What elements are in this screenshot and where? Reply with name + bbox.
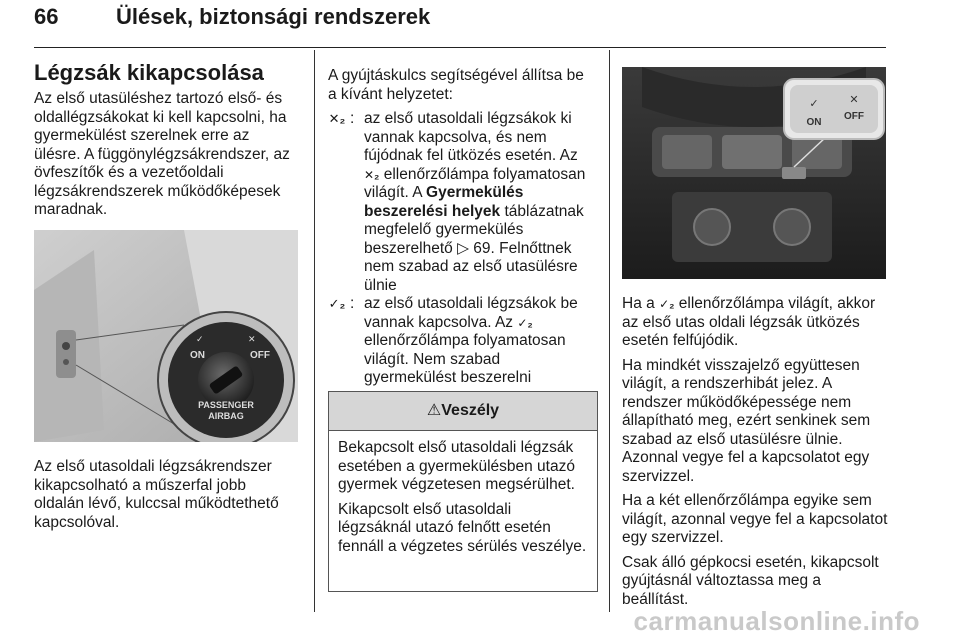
section-heading: Légzsák kikapcsolása [34, 60, 264, 85]
airbag-on-icon: ✓₂ [659, 297, 675, 311]
svg-text:✕: ✕ [248, 334, 256, 344]
passenger-label: PASSENGER [198, 400, 254, 410]
left-caption [34, 458, 300, 538]
page-reference: ▷ 69. Felnőttnek nem szabad az első utasülésre ülnie [364, 239, 578, 294]
page-number: 66 [34, 4, 59, 29]
switch-off-label: OFF [250, 350, 270, 361]
warning-icon: ⚠ [426, 402, 442, 419]
right-paragraph-4: Csak álló gépkocsi esetén, kikapcsolt gyújtásnál változtassa meg a beállítást. [622, 553, 879, 608]
svg-text:✓: ✓ [809, 98, 819, 110]
airbag-off-icon: ✕₂ [364, 167, 380, 182]
danger-title: Veszély [441, 402, 500, 419]
intro-paragraph: Az első utasüléshez tartozó első- és oldallégzsákokat ki kell kapcsolni, ha gyermekülést szerelnek erre az ülésre. A függönylégzsákrendszer, az övfeszítők és a vezetőoldali légzsákrendszerek működőképesek maradnak. [34, 90, 290, 218]
airbag-on-icon: ✓₂ [328, 296, 346, 311]
airbag-label: AIRBAG [208, 411, 244, 421]
image-caption: Az első utasoldali légzsákrendszer kikapcsolható a műszerfal jobb oldalán lévő, kulccsal működtethető kapcsolóval. [34, 458, 279, 531]
indicator-off-label: OFF [844, 111, 864, 122]
danger-paragraph-2: Kikapcsolt első utasoldali légzsáknál utazó felnőtt esetén fennáll a végzetes sérülés veszélye. [338, 500, 587, 555]
danger-box [328, 391, 598, 592]
list-item-airbag-off: ✕₂ : az első utasoldali légzsákok ki vannak kapcsolva, és nem fújódnak fel ütközés esetén. Az ✕₂ ellenőrzőlámpa folyamatosan világít. A Gyermekülés beszerelési helyek táblázatnak megfelelő gyermekülés beszerelhető ▷ 69. Felnőttnek nem szabad az első utasülésre ülnie [328, 110, 586, 294]
watermark: carmanualsonline.info [633, 606, 920, 636]
right-column [622, 295, 888, 615]
danger-paragraph-1: Bekapcsolt első utasoldali légzsák esetében a gyermekülésben utazó gyermek végzetesen megsérülhet. [338, 439, 575, 493]
list-item-airbag-on: ✓₂ : az első utasoldali légzsákok be vannak kapcsolva. Az ✓₂ ellenőrzőlámpa folyamatosan világít. Nem szabad gyermekülést beszerelni [328, 295, 578, 386]
chapter-title: Ülések, biztonsági rendszerek [116, 4, 431, 29]
dashboard-image [622, 67, 886, 279]
switch-on-label: ON [190, 350, 205, 361]
svg-text:✓: ✓ [196, 334, 204, 344]
key-switch-image [34, 230, 298, 442]
column-divider-left [314, 50, 315, 612]
right-paragraph-3: Ha a két ellenőrzőlámpa egyike sem világít, azonnal vegye fel a kapcsolatot egy szervizzel. [622, 492, 888, 546]
danger-header [329, 392, 597, 431]
middle-intro: A gyújtáskulcs segítségével állítsa be a kívánt helyzetet: [328, 67, 584, 103]
indicator-on-label: ON [806, 117, 822, 128]
right-paragraph-1: Ha a ✓₂ ellenőrzőlámpa világít, akkor az első utas oldali légzsák ütközés esetén felfújódik. [622, 295, 876, 349]
header-rule [34, 47, 886, 48]
right-paragraph-2: Ha mindkét visszajelző együttesen világít, a rendszerhibát jelez. A rendszer működőképessége nem állapítható meg, ezért senkinek sem szabad az első utasülésre ülnie. Azonnal vegye fel a kapcsolatot egy szervizzel. [622, 356, 871, 485]
column-divider-right [609, 50, 610, 612]
svg-text:✕: ✕ [849, 94, 859, 106]
table-reference: Gyermekülés beszerelési helyek [364, 184, 524, 220]
airbag-on-icon: ✓₂ [517, 315, 533, 330]
left-column [34, 60, 300, 226]
airbag-off-icon: ✕₂ [328, 111, 346, 126]
middle-column [328, 67, 596, 388]
